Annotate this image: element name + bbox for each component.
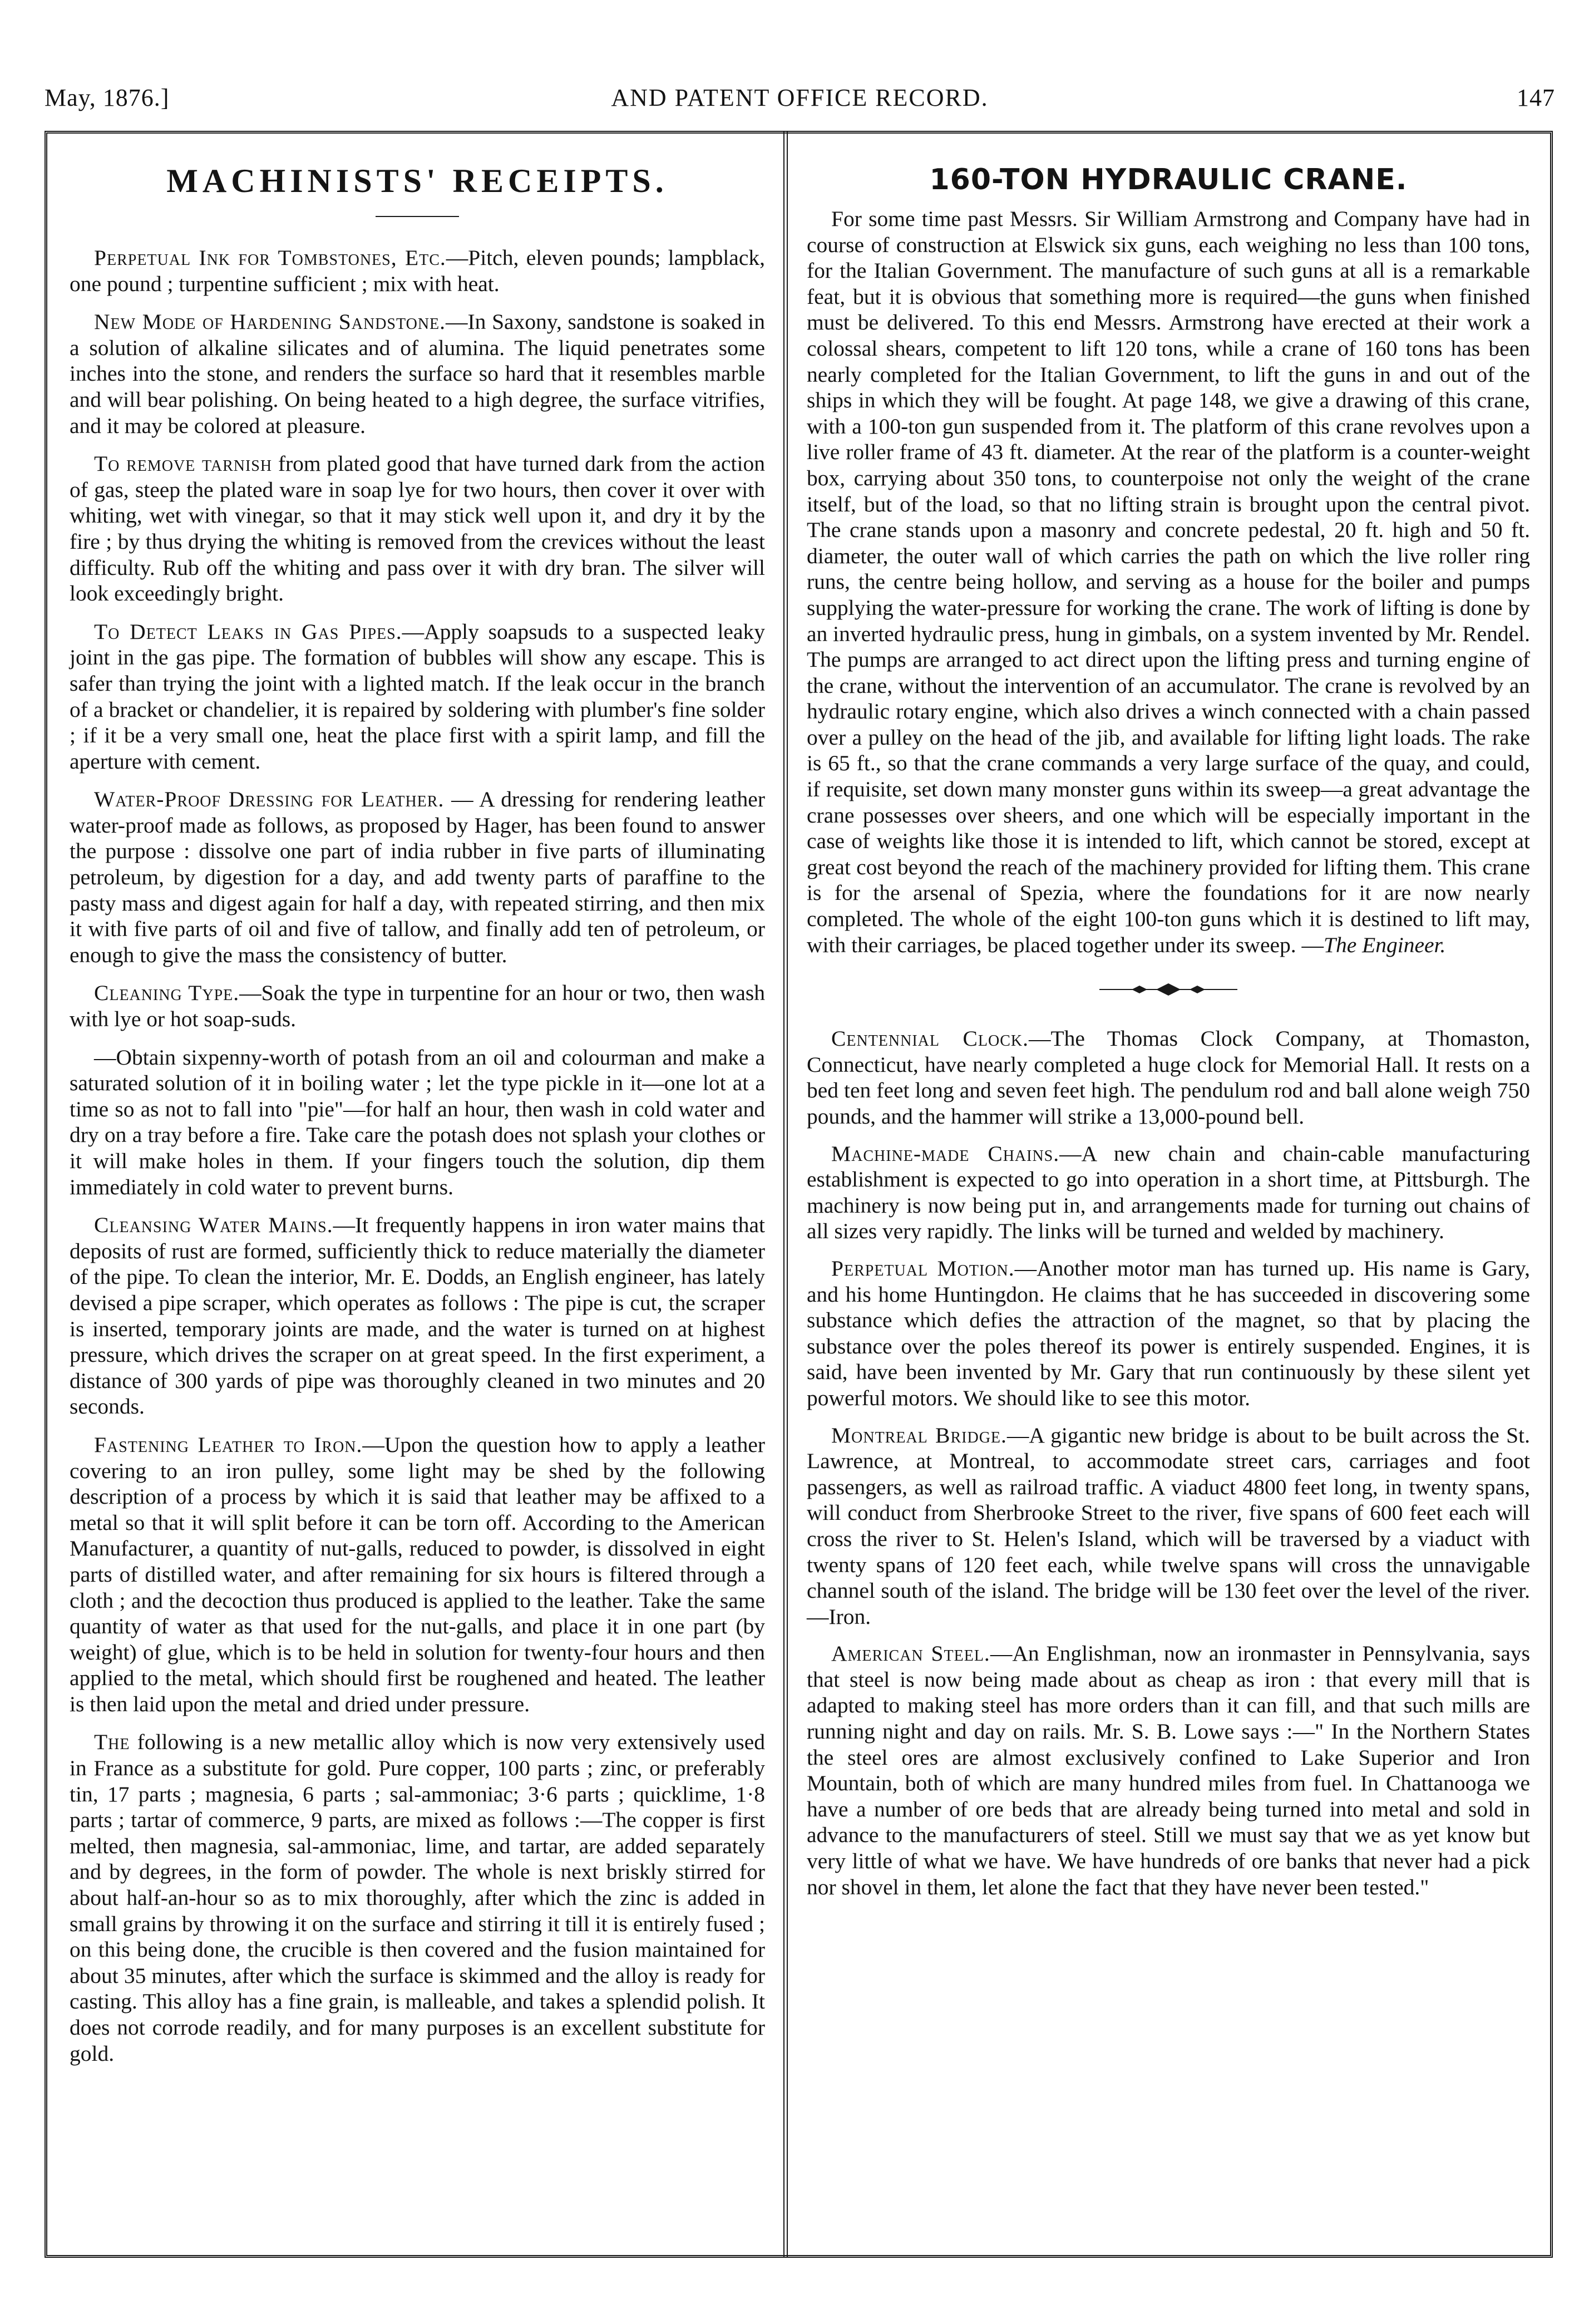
paragraph-text: —Apply soapsuds to a suspected leaky joint in the gas pipe. The formation of bubbles will show any escape. This is safer than trying the joint with a lighted match. If the leak occur in the branch of a bracket or chandelier, it is repaired by soldering with plumber's fine solder ; if it be a very small one, heat the place first with a spirit lamp, and fill the aperture with cement. — [70, 619, 765, 774]
paragraph-lead: To remove tarnish — [94, 451, 273, 476]
paragraph-text: —An Englishman, now an ironmaster in Pennsylvania, says that steel is now being made about as cheap as iron : that every mill that is adapted to making steel has more orders than it can fill, and that such mills are running night and day on rails. Mr. S. B. Lowe says :—" In the Northern States the steel ores are almost exclusively confined to Lake Superior and Iron Mountain, both of which are many hundred miles from fuel. In Chattanooga we have a number of ore beds that are already being turned into metal and sold in advance to the manufacturers of steel. Still we must say that we as yet know but very little of what we have. We have hundreds of ore banks that never had a pick nor shovel in them, let alone the fact that they have never been tested." — [807, 1641, 1530, 1899]
ornament-diamond-center — [1156, 983, 1181, 996]
paragraph-text: —Upon the question how to apply a leather covering to an iron pulley, some light may be shed by the following description of a process by which it is said that leather may be affixed to a metal so that it will split before it can be torn off. According to the American Manufacturer, a quantity of nut-galls, reduced to powder, is dissolved in eight parts of distilled water, and after remaining for six hours is filtered through a cloth ; and the decoction thus produced is applied to the leather. Take the same quantity of water as that used for the nut-galls, and place it in one part (by weight) of glue, which is to be held in solution for twenty-four hours and then applied to the metal, which should first be roughened and heated. The leather is then laid upon the metal and dried under pressure. — [70, 1432, 766, 1716]
ornament-diamond-right — [1190, 986, 1205, 993]
article-paragraph — [807, 1026, 1530, 1129]
paragraph-lead: Machine-made Chains. — [831, 1141, 1060, 1166]
paragraph-lead: Perpetual Ink for Tombstones, Etc. — [94, 245, 446, 270]
machinists-receipts-heading: MACHINISTS' RECEIPTS. — [166, 163, 668, 199]
paragraph-text: —Obtain sixpenny-worth of potash from an oil and colourman and make a saturated solution of it in boiling water ; let the type pickle in it—one lot at a time so as not to fall into "pie"—for half an hour, then wash in cold water and dry on a tray before a fire. Take care the potash does not splash your clothes or it will make holes in them. If your fingers touch the solution, dip them immediately in cold water to prevent burns. — [70, 1045, 765, 1199]
paragraph-text: —Pitch, eleven pounds; lampblack, one pound ; turpentine sufficient ; mix with heat. — [70, 245, 765, 296]
article-paragraph — [807, 1641, 1530, 1900]
issue-date: May, 1876.] — [45, 84, 170, 111]
paragraph-lead: The — [94, 1730, 130, 1755]
journal-title: AND PATENT OFFICE RECORD. — [611, 84, 989, 111]
article-paragraph — [70, 619, 765, 775]
paragraph-lead: Cleansing Water Mains. — [94, 1213, 333, 1238]
paragraph-text: following is a new metallic alloy which is now very extensively used in France as a substitute for gold. Pure copper, 100 parts ; zinc, or preferably tin, 17 parts ; magnesia, 6 parts ; sal-ammoniac; 3·6 parts ; quicklime, 1·8 parts ; tartar of commerce, 9 parts, are mixed as follows :—The copper is first melted, then magnesia, sal-ammoniac, lime, and tartar, are added separately and by degrees, in the form of powder. The whole is next briskly stirred for about half-an-hour so as to mix thoroughly, after which the zinc is added in small grains by throwing it on the surface and stirring it till it is entirely fused ; on this being done, the crucible is then covered and the fusion maintained for about 35 minutes, after which the surface is skimmed and the alloy is ready for casting. This alloy has a fine grain, is malleable, and takes a splendid polish. It does not corrode readily, and for many purposes is an excellent substitute for gold. — [70, 1730, 765, 2066]
heading-rule — [376, 216, 459, 217]
paragraph-lead: Centennial Clock. — [831, 1026, 1029, 1051]
crane-article — [807, 206, 1530, 958]
paragraph-text: —In Saxony, sandstone is soaked in a solution of alkaline silicates and of alumina. The liquid penetrates some inches into the stone, and renders the surface so hard that it resembles marble and will bear polishing. On being heated to a high degree, the surface vitrifies, and it may be colored at pleasure. — [70, 309, 765, 438]
paragraph-text: —Another motor man has turned up. His name is Gary, and his home Huntingdon. He claims that he has succeeded in discovering some substance which defies the attraction of the magnet, so that by placing the substance over the poles thereof its power is entirely suspended. Engines, it is said, have been invented by Mr. Gary that run continuously by these silent yet powerful motors. We should like to see this motor. — [807, 1255, 1530, 1410]
right-column — [807, 161, 1530, 1911]
article-paragraph — [70, 451, 765, 607]
article-paragraph — [70, 245, 765, 297]
right-paragraphs — [807, 1026, 1530, 1900]
article-paragraph — [807, 1422, 1530, 1630]
paragraph-lead: Cleaning Type. — [94, 981, 240, 1006]
crane-article-text: For some time past Messrs. Sir William Armstrong and Company have had in course of construction at Elswick six guns, each weighing no less than 100 tons, for the Italian Government. The manufacture of such guns at all is a remarkable feat, but it is obvious that something more is required—the guns when finished must be delivered. To this end Messrs. Armstrong have erected at their work a colossal shears, competent to lift 120 tons, while a crane of 160 tons has been nearly completed for the Italian Government, to lift the guns in and out of the ships in which they will be fought. At page 148, we give a drawing of this crane, with a 100-ton gun suspended from it. The platform of this crane revolves upon a live roller frame of 43 ft. diameter. At the rear of the platform is a counter-weight box, carrying about 350 tons, to counterpoise not only the weight of the crane itself, but of the load, so that no lifting strain is brought upon the central pivot. The crane stands upon a masonry and concrete pedestal, 20 ft. high and 50 ft. diameter, the outer wall of which carries the path on which the live roller ring runs, the centre being hollow, and serving as a house for the boiler and pumps supplying the water-pressure for working the crane. The work of lifting is done by an inverted hydraulic press, hung in gimbals, on a system invented by Mr. Rendel. The pumps are arranged to act direct upon the lifting press and turning engine of the crane, without the intervention of an accumulator. The crane is revolved by an hydraulic rotary engine, which also drives a winch connected with a chain passed over a pulley on the head of the jib, and available for lifting light loads. The rake is 65 ft., so that the crane commands a very large surface of the quay, and could, if requisite, set down many monster guns within its sweep—a great advantage the crane possesses over sheers, and one which will be especially important in the case of weights like those it is intended to lift, which cannot be stored, except at great cost beyond the reach of the machinery provided for lifting them. This crane is for the arsenal of Spezia, where the foundations for it are now nearly completed. The whole of the eight 100-ton guns which it is destined to lift may, with their carriages, be placed together under its sweep. — — [807, 206, 1530, 957]
article-paragraph — [70, 309, 765, 439]
running-head — [45, 83, 1555, 117]
column-divider — [783, 131, 788, 2258]
article-paragraph — [70, 1212, 765, 1420]
paragraph-text: from plated good that have turned dark from the action of gas, steep the plated ware in soap lye for two hours, then cover it over with whiting, wet with vinegar, so that it may stick well upon it, and dry it by the fire ; by thus drying the whiting is removed from the crevices without the least difficulty. Rub off the whiting and pass over it with dry bran. The silver will look exceedingly bright. — [70, 451, 765, 606]
paragraph-lead: New Mode of Hardening Sandstone. — [94, 309, 446, 334]
article-paragraph — [807, 1141, 1530, 1244]
article-paragraph — [70, 980, 765, 1032]
paragraph-text: —It frequently happens in iron water mains that deposits of rust are formed, sufficiently thick to reduce materially the diameter of the pipe. To clean the interior, Mr. E. Dodds, an English engineer, has lately devised a pipe scraper, which operates as follows : The pipe is cut, the scraper is inserted, temporary joints are made, and the water is turned on at highest pressure, which drives the scraper on at great speed. In the first experiment, a distance of 300 yards of pipe was thoroughly cleaned in two minutes and 20 seconds. — [70, 1213, 765, 1419]
section-ornament — [1096, 981, 1241, 998]
paragraph-lead: Water-Proof Dressing for Leather. — [94, 787, 445, 812]
left-paragraphs — [70, 245, 765, 2066]
paragraph-lead: Montreal Bridge. — [831, 1422, 1007, 1447]
article-paragraph — [807, 1255, 1530, 1411]
paragraph-text: —A gigantic new bridge is about to be built across the St. Lawrence, at Montreal, to accommodate street cars, carriages and foot passengers, as well as railroad traffic. A viaduct 4800 feet long, in twenty spans, will conduct from Sherbrooke Street to the river, five spans of 600 feet each will cross the river to St. Helen's Island, which will be traversed by a viaduct with twenty spans of 120 feet each, while twelve spans will cross the unnavigable channel south of the island. The bridge will be 130 feet over the level of the river.—Iron. — [807, 1422, 1530, 1629]
paragraph-text: —Soak the type in turpentine for an hour or two, then wash with lye or hot soap-suds. — [70, 981, 765, 1032]
paragraph-lead: To Detect Leaks in Gas Pipes. — [94, 619, 402, 644]
ornament-diamond-left — [1132, 986, 1147, 993]
crane-article-source: The Engineer. — [1324, 932, 1446, 957]
left-column — [70, 161, 765, 2079]
paragraph-text: —A new chain and chain-cable manufacturing establishment is expected to go into operation in a short time, at Pittsburgh. The machinery is now being put in, and arrangements made for turning out chains of all sizes very rapidly. The links will be turned and welded by machinery. — [807, 1141, 1530, 1244]
paragraph-lead: Perpetual Motion. — [831, 1255, 1015, 1281]
paragraph-lead: Fastening Leather to Iron. — [94, 1432, 363, 1457]
paragraph-text: —The Thomas Clock Company, at Thomaston, Connecticut, have nearly completed a huge clock for Memorial Hall. It rests on a bed ten feet long and seven feet high. The pendulum rod and ball alone weigh 750 pounds, and the hammer will strike a 13,000-pound bell. — [807, 1026, 1530, 1129]
article-paragraph — [70, 1432, 765, 1717]
crane-heading: 160-TON HYDRAULIC CRANE. — [929, 163, 1408, 196]
paragraph-text: — A dressing for rendering leather water-proof made as follows, as proposed by Hager, has been found to answer the purpose : dissolve one part of india rubber in five parts of illuminating petroleum, by digestion for a day, and add twenty parts of paraffine to the pasty mass and digest again for half a day, with repeated stirring, and then mix it with five parts of oil and five of tallow, and finally add ten of petroleum, or enough to give the mass the consistency of butter. — [70, 787, 765, 967]
article-paragraph — [70, 1729, 765, 2066]
page-number: 147 — [1517, 84, 1555, 111]
article-paragraph — [70, 786, 765, 968]
paragraph-lead: American Steel. — [831, 1641, 990, 1666]
article-paragraph — [70, 1045, 765, 1200]
